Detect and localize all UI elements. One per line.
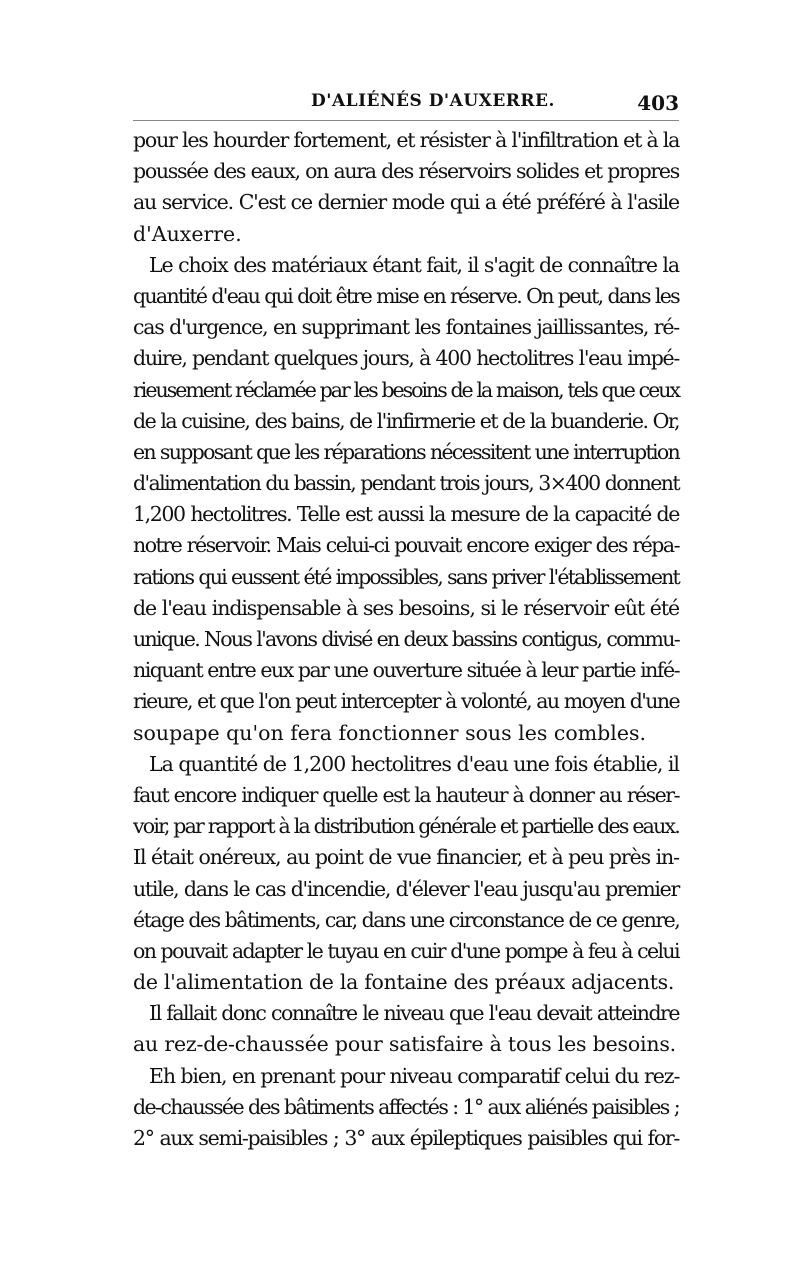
text-line: d'Auxerre.	[133, 221, 242, 246]
text-line: unique. Nous l'avons divisé en deux bassins contigus, commu-	[133, 627, 679, 651]
text-line: niquant entre eux par une ouverture située à leur partie infé-	[133, 658, 679, 683]
text-line: Il était onéreux, au point de vue financier, et à peu près in-	[133, 845, 679, 870]
page-number: 403	[637, 91, 679, 115]
text-line: faut encore indiquer quelle est la hauteur à donner au réser-	[133, 782, 679, 807]
body-text	[133, 125, 679, 1154]
text-line: duire, pendant quelques jours, à 400 hectolitres l'eau impé-	[133, 346, 679, 371]
text-line: soupape qu'on fera fonctionner sous les combles.	[133, 720, 647, 745]
text-line: on pouvait adapter le tuyau en cuir d'une pompe à feu à celui	[133, 938, 679, 963]
running-head	[133, 91, 679, 119]
text-line: de-chaussée des bâtiments affectés : 1° aux aliénés paisibles ;	[133, 1094, 679, 1119]
header-rule	[133, 120, 679, 121]
text-line: utile, dans le cas d'incendie, d'élever l'eau jusqu'au premier	[133, 876, 679, 901]
text-line: en supposant que les réparations nécessitent une interruption	[133, 439, 679, 464]
text-line: poussée des eaux, on aura des réservoirs solides et propres	[133, 159, 679, 184]
text-line: Eh bien, en prenant pour niveau comparatif celui du rez-	[149, 1063, 680, 1088]
text-line: notre réservoir. Mais celui-ci pouvait encore exiger des répa-	[133, 533, 679, 558]
text-line: rieusement réclamée par les besoins de la maison, tels que ceux	[133, 377, 679, 402]
text-line: de l'eau indispensable à ses besoins, si le réservoir eût été	[133, 595, 679, 620]
text-line: Il fallait donc connaître le niveau que l'eau devait atteindre	[149, 1001, 679, 1026]
text-line: au service. C'est ce dernier mode qui a été préféré à l'asile	[133, 190, 679, 215]
running-title: D'ALIÉNÉS D'AUXERRE.	[311, 91, 555, 111]
text-line: d'alimentation du bassin, pendant trois jours, 3×400 donnent	[133, 471, 679, 496]
text-line: La quantité de 1,200 hectolitres d'eau une fois établie, il	[149, 751, 679, 776]
text-line: pour les hourder fortement, et résister à l'infiltration et à la	[133, 128, 680, 152]
text-line: voir, par rapport à la distribution générale et partielle des eaux.	[133, 814, 679, 839]
text-line: au rez-de-chaussée pour satisfaire à tous les besoins.	[133, 1032, 676, 1057]
text-line: rieure, et que l'on peut intercepter à volonté, au moyen d'une	[133, 689, 679, 714]
text-line: étage des bâtiments, car, dans une circonstance de ce genre,	[133, 907, 680, 932]
text-line: 1,200 hectolitres. Telle est aussi la mesure de la capacité de	[133, 502, 679, 527]
text-line: 2° aux semi-paisibles ; 3° aux épileptiques paisibles qui for-	[133, 1126, 679, 1150]
text-line: quantité d'eau qui doit être mise en réserve. On peut, dans les	[133, 283, 679, 308]
text-line: de la cuisine, des bains, de l'infirmerie et de la buanderie. Or,	[133, 408, 679, 433]
text-line: cas d'urgence, en supprimant les fontaines jaillissantes, ré-	[133, 315, 679, 340]
text-line: Le choix des matériaux étant fait, il s'agit de connaître la	[149, 252, 679, 277]
text-line: de l'alimentation de la fontaine des préaux adjacents.	[133, 970, 675, 995]
text-line: rations qui eussent été impossibles, sans priver l'établissement	[133, 564, 679, 589]
